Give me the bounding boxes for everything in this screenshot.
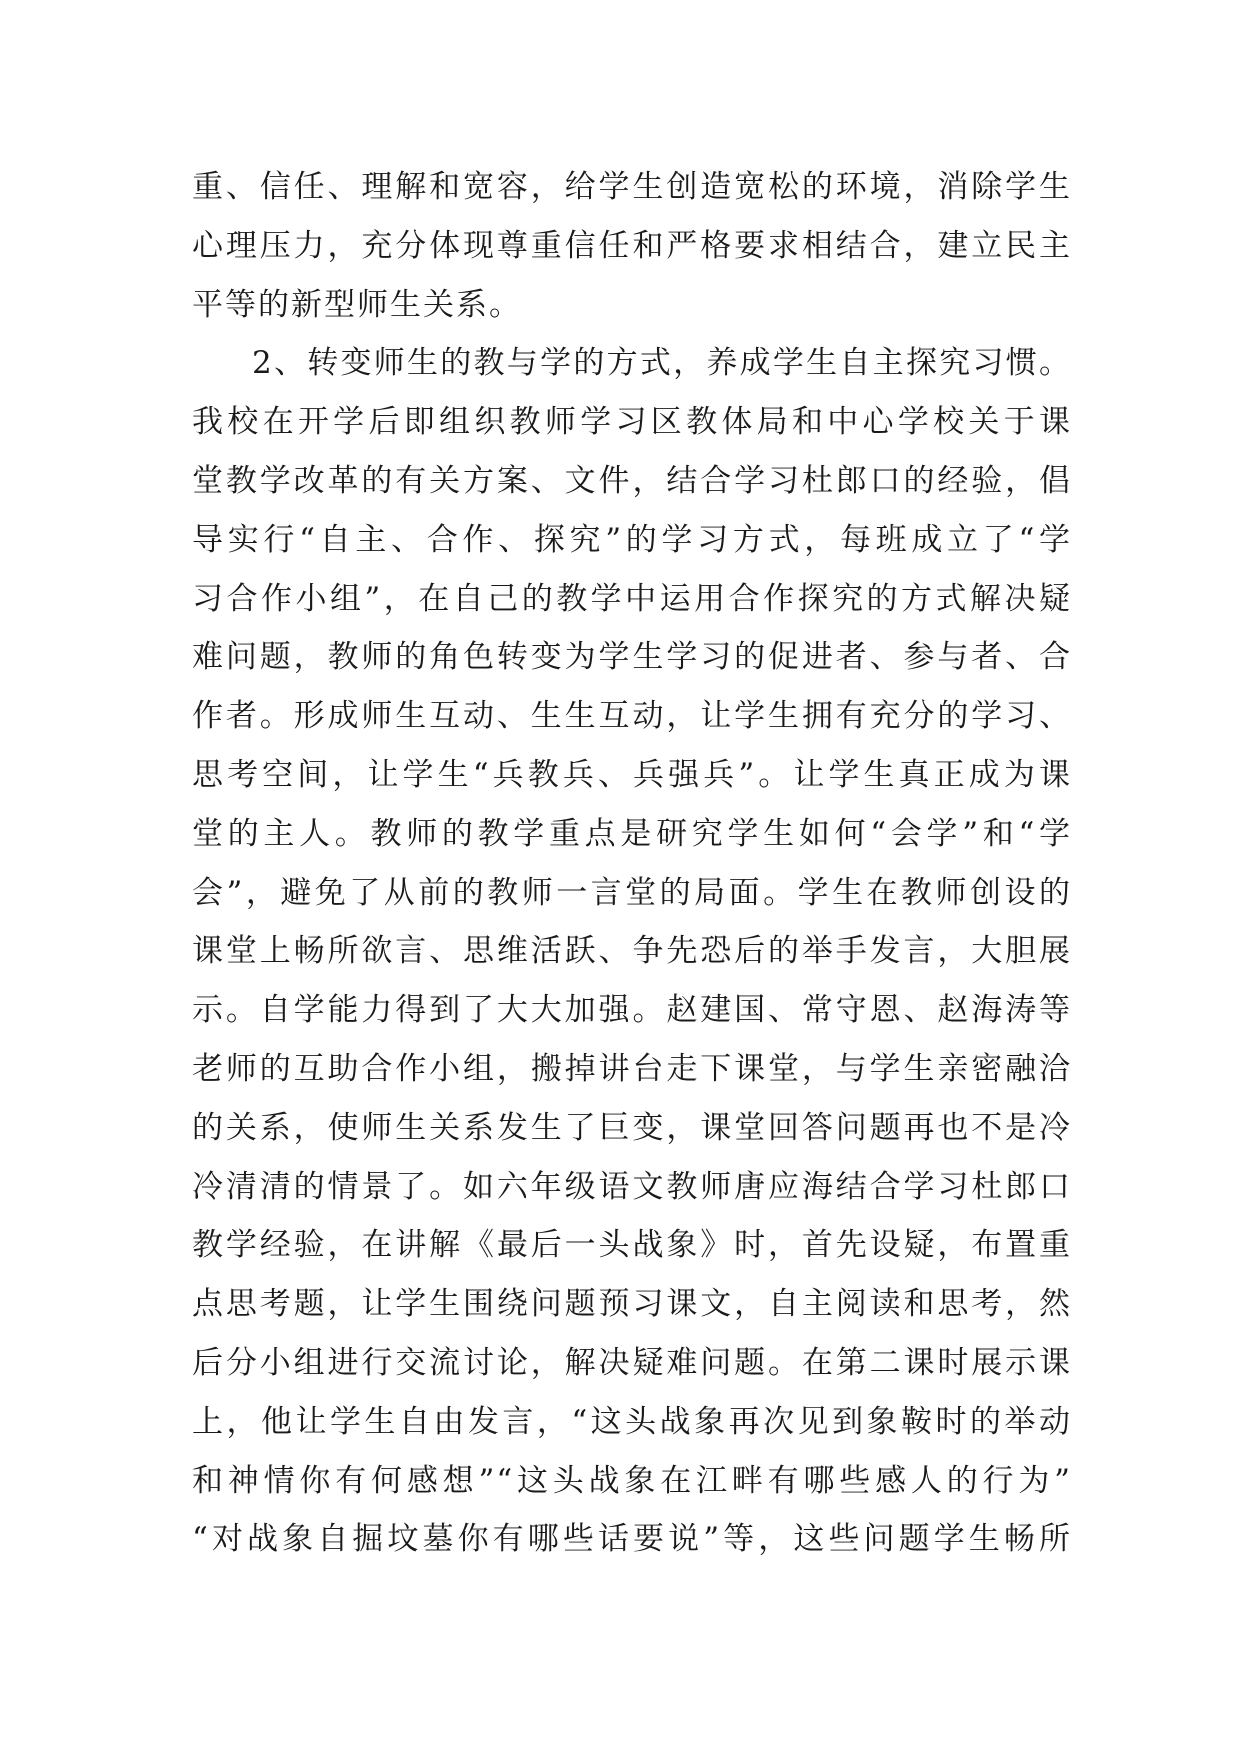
text-line: 和神情你有何感想”“这头战象在江畔有哪些感人的行为” — [192, 1462, 1072, 1499]
text-line: 后分小组进行交流讨论，解决疑难问题。在第二课时展示课 — [192, 1344, 1072, 1381]
body-text — [192, 158, 1072, 1569]
text-line: 会”，避免了从前的教师一言堂的局面。学生在教师创设的 — [192, 874, 1072, 911]
text-line: 平等的新型师生关系。 — [192, 286, 522, 323]
text-line: 我校在开学后即组织教师学习区教体局和中心学校关于课 — [192, 404, 1072, 441]
text-line: 教学经验，在讲解《最后一头战象》时，首先设疑，布置重 — [192, 1227, 1072, 1264]
text-line: 心理压力，充分体现尊重信任和严格要求相结合，建立民主 — [192, 227, 1072, 264]
text-line: 堂教学改革的有关方案、文件，结合学习杜郎口的经验，倡 — [192, 462, 1072, 499]
text-line: 冷清清的情景了。如六年级语文教师唐应海结合学习杜郎口 — [192, 1168, 1072, 1205]
text-line: 导实行“自主、合作、探究”的学习方式，每班成立了“学 — [192, 521, 1072, 558]
text-line: 习合作小组”，在自己的教学中运用合作探究的方式解决疑 — [192, 580, 1072, 617]
text-line: 的关系，使师生关系发生了巨变，课堂回答问题再也不是冷 — [192, 1109, 1072, 1146]
text-line: 示。自学能力得到了大大加强。赵建国、常守恩、赵海涛等 — [192, 992, 1072, 1029]
text-line: 堂的主人。教师的教学重点是研究学生如何“会学”和“学 — [192, 815, 1072, 852]
text-line: 作者。形成师生互动、生生互动，让学生拥有充分的学习、 — [192, 698, 1072, 735]
text-line: 难问题，教师的角色转变为学生学习的促进者、参与者、合 — [192, 639, 1072, 676]
text-line: 老师的互助合作小组，搬掉讲台走下课堂，与学生亲密融洽 — [192, 1050, 1072, 1087]
text-line: 上，他让学生自由发言，“这头战象再次见到象鞍时的举动 — [192, 1403, 1072, 1440]
text-line: 思考空间，让学生“兵教兵、兵强兵”。让学生真正成为课 — [192, 756, 1072, 793]
text-line: “对战象自掘坟墓你有哪些话要说”等，这些问题学生畅所 — [192, 1521, 1072, 1558]
text-line: 重、信任、理解和宽容，给学生创造宽松的环境，消除学生 — [192, 169, 1072, 205]
paragraph-first-line: 2、转变师生的教与学的方式，养成学生自主探究习惯。 — [252, 345, 1072, 382]
text-line: 点思考题，让学生围绕问题预习课文，自主阅读和思考，然 — [192, 1286, 1072, 1323]
text-line: 课堂上畅所欲言、思维活跃、争先恐后的举手发言，大胆展 — [192, 933, 1072, 970]
